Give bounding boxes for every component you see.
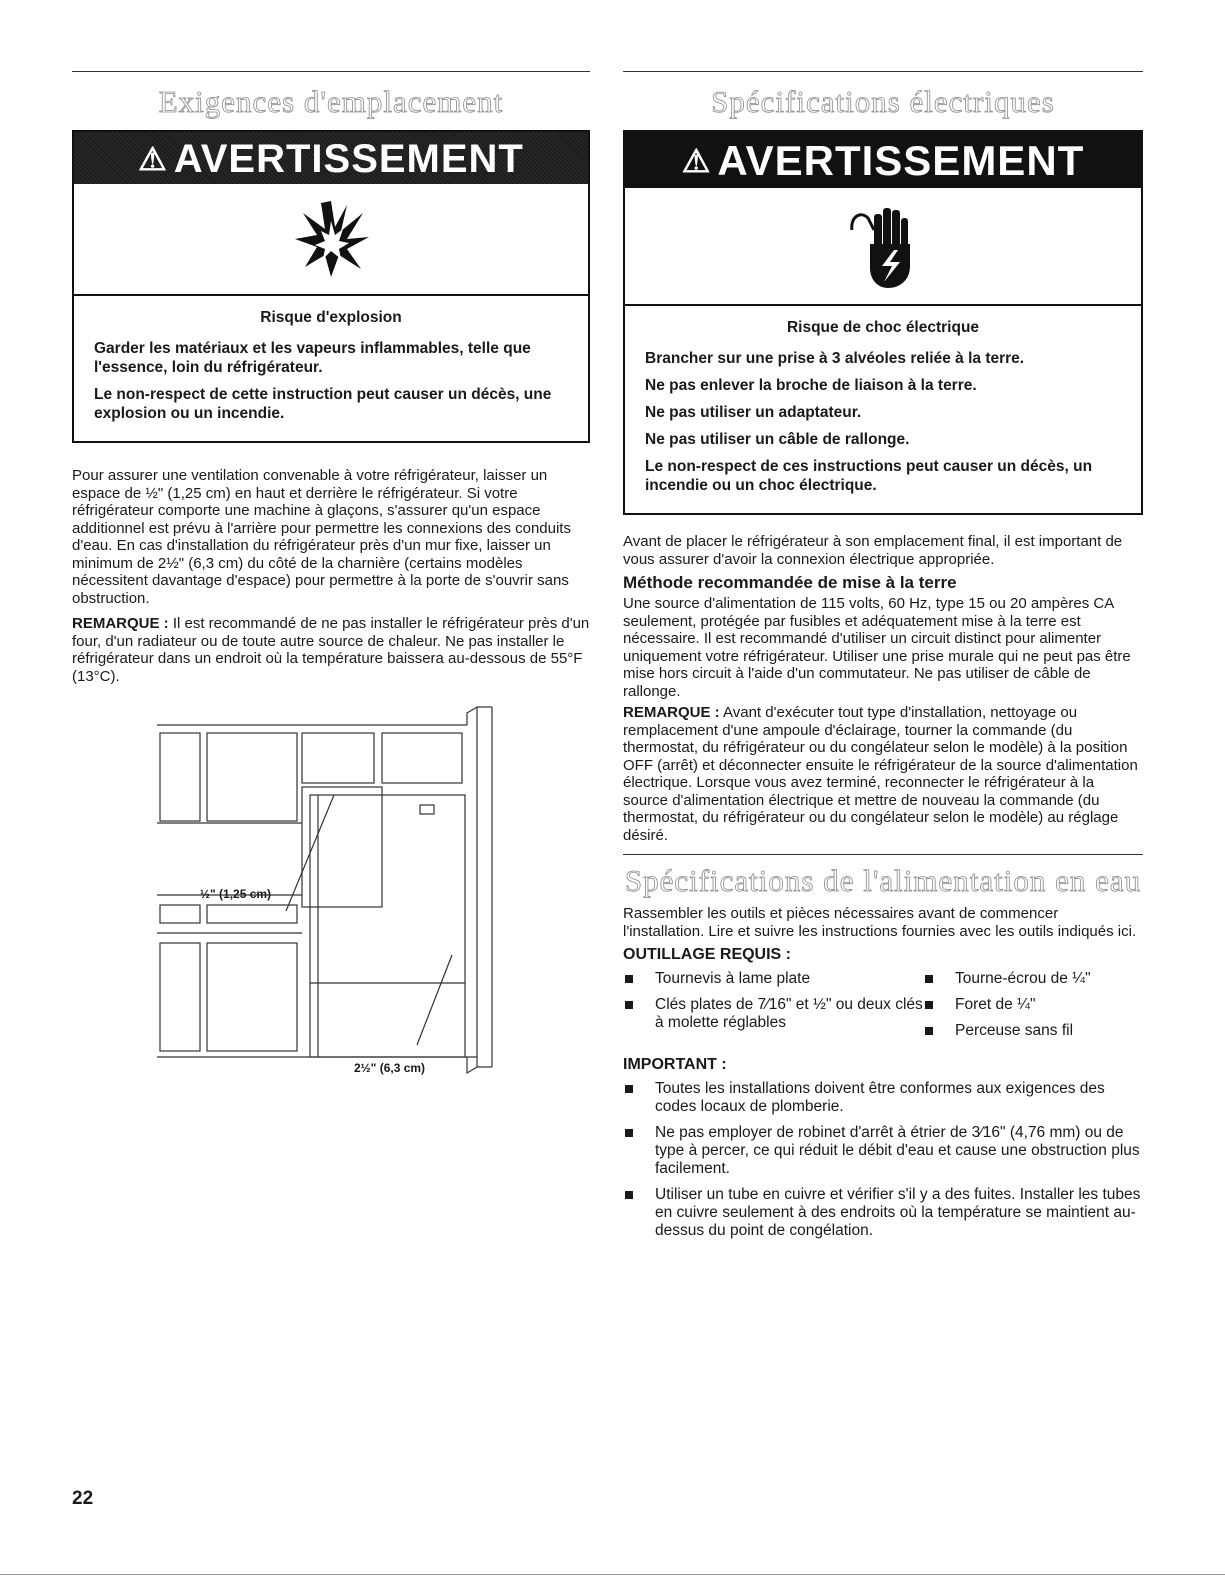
warning-header [625, 132, 1141, 188]
explosion-warning-box [72, 130, 590, 443]
remark-text: Il est recommandé de ne pas installer le réfrigérateur près d'un four, d'un radiateur ou de toute autre source de chaleur. Ne pas installer le réfrigérateur dans un endroit où la température baissera au-dessous de 55°F (13°C). [72, 615, 590, 685]
section-rule [623, 854, 1143, 855]
warning-header-text: AVERTISSEMENT [717, 137, 1085, 184]
list-item: Tourne-écrou de ¼" [923, 970, 1143, 988]
warning-line: Ne pas enlever la broche de liaison à la terre. [645, 377, 977, 394]
remark-paragraph [72, 615, 590, 685]
warning-line: Brancher sur une prise à 3 alvéoles reliée à la terre. [645, 350, 1025, 367]
list-item: Ne pas employer de robinet d'arrêt à étrier de 3⁄16" (4,76 mm) ou de type à percer, ce qui réduit le débit d'eau et cause une obstruction plus facilement. [623, 1124, 1143, 1178]
method-heading: Méthode recommandée de mise à la terre [623, 573, 957, 592]
clearance-top-label: ½" (1,25 cm) [200, 887, 272, 901]
remark-label: REMARQUE : [623, 704, 720, 721]
warning-line: Ne pas utiliser un câble de rallonge. [645, 431, 910, 448]
warning-header [74, 132, 588, 184]
explosion-icon [291, 199, 371, 279]
clearance-diagram [72, 705, 590, 1125]
top-rule [72, 71, 590, 72]
warning-line: Garder les matériaux et les vapeurs inflammables, telle que l'essence, loin du réfrigérateur. [94, 340, 531, 376]
warning-title: Risque d'explosion [260, 309, 402, 326]
list-item: Toutes les installations doivent être conformes aux exigences des codes locaux de plomberie. [623, 1080, 1143, 1116]
warning-body [625, 306, 1141, 513]
page-number: 22 [72, 1488, 94, 1509]
list-item: Utiliser un tube en cuivre et vérifier s'il y a des fuites. Installer les tubes en cuivre seulement à des endroits où la température se maintient au-dessus du point de congélation. [623, 1186, 1143, 1240]
remark-label: REMARQUE : [72, 615, 169, 632]
list-item: Perceuse sans fil [923, 1022, 1143, 1040]
section-title-location: Exigences d'emplacement [158, 84, 504, 119]
refrigerator-clearance-illustration [72, 705, 590, 1125]
tools-list-left [623, 970, 923, 1048]
warning-consequence: Le non-respect de cette instruction peut causer un décès, une explosion ou un incendie. [94, 386, 552, 422]
warning-triangle-icon: ⚠ [138, 141, 168, 177]
tools-heading: OUTILLAGE REQUIS : [623, 946, 791, 963]
water-intro: Rassembler les outils et pièces nécessaires avant de commencer l'installation. Lire et suivre les instructions fournies avec les outils indiqués ici. [623, 905, 1137, 940]
ventilation-paragraph: Pour assurer une ventilation convenable à votre réfrigérateur, laisser un espace de ½" (1,25 cm) en haut et derrière le réfrigérateur. Si votre réfrigérateur comporte une machine à glaçons, s'assurer qu'un espace additionnel est prévu à l'arrière pour permettre les connexions des conduits d'eau. En cas d'installation du réfrigérateur près d'un mur fixe, laisser un minimum de 2½" (6,3 cm) du côté de la charnière (certains modèles nécessitent davantage d'espace) pour permettre à la porte de s'ouvrir sans obstruction. [72, 467, 571, 607]
bottom-rule [0, 1574, 1225, 1575]
right-column [623, 71, 1143, 1248]
tools-list-right [923, 970, 1143, 1048]
electric-shock-icon [848, 196, 918, 296]
warning-line: Ne pas utiliser un adaptateur. [645, 404, 862, 421]
tools-list [623, 970, 1143, 1048]
section-title-electrical: Spécifications électriques [711, 84, 1055, 119]
warning-triangle-icon: ⚠ [681, 143, 712, 179]
list-item: Tournevis à lame plate [623, 970, 923, 988]
list-item: Foret de ¼" [923, 996, 1143, 1014]
warning-icon-area [74, 184, 588, 296]
section-title-water: Spécifications de l'alimentation en eau [624, 863, 1142, 898]
top-rule [623, 71, 1143, 72]
warning-body [74, 296, 588, 441]
warning-header-text: AVERTISSEMENT [173, 137, 524, 181]
warning-icon-area [625, 188, 1141, 306]
remark-paragraph [623, 704, 1143, 844]
method-paragraph: Une source d'alimentation de 115 volts, 60 Hz, type 15 ou 20 ampères CA seulement, protégée par fusibles et adéquatement mise à la terre est nécessaire. Il est recommandé d'utiliser un circuit distinct pour alimenter uniquement votre réfrigérateur. Utiliser une prise murale qui ne peut pas être mise hors circuit à l'aide d'un commutateur. Ne pas utiliser de câble de rallonge. [623, 595, 1131, 700]
left-column [72, 71, 590, 1125]
shock-warning-box [623, 130, 1143, 515]
clearance-side-label: 2½" (6,3 cm) [354, 1061, 426, 1075]
remark-text: Avant d'exécuter tout type d'installation, nettoyage ou remplacement d'une ampoule d'éclairage, tourner la commande (du thermostat, du réfrigérateur ou du congélateur selon le modèle) à la position OFF (arrêt) et déconnecter ensuite le réfrigérateur de la source d'alimentation électrique. Lorsque vous avez terminé, reconnecter le réfrigérateur à la source d'alimentation électrique et mettre de nouveau la commande (du thermostat, du réfrigérateur ou du congélateur selon le modèle) au réglage désiré. [623, 704, 1138, 844]
warning-title: Risque de choc électrique [786, 319, 980, 336]
warning-consequence: Le non-respect de ces instructions peut causer un décès, un incendie ou un choc électrique. [645, 458, 1093, 494]
important-list [623, 1080, 1143, 1240]
list-item: Clés plates de 7⁄16" et ½" ou deux clés à molette réglables [623, 996, 923, 1032]
important-heading: IMPORTANT : [623, 1056, 727, 1073]
electrical-intro: Avant de placer le réfrigérateur à son emplacement final, il est important de vous assurer d'avoir la connexion électrique appropriée. [623, 533, 1123, 568]
